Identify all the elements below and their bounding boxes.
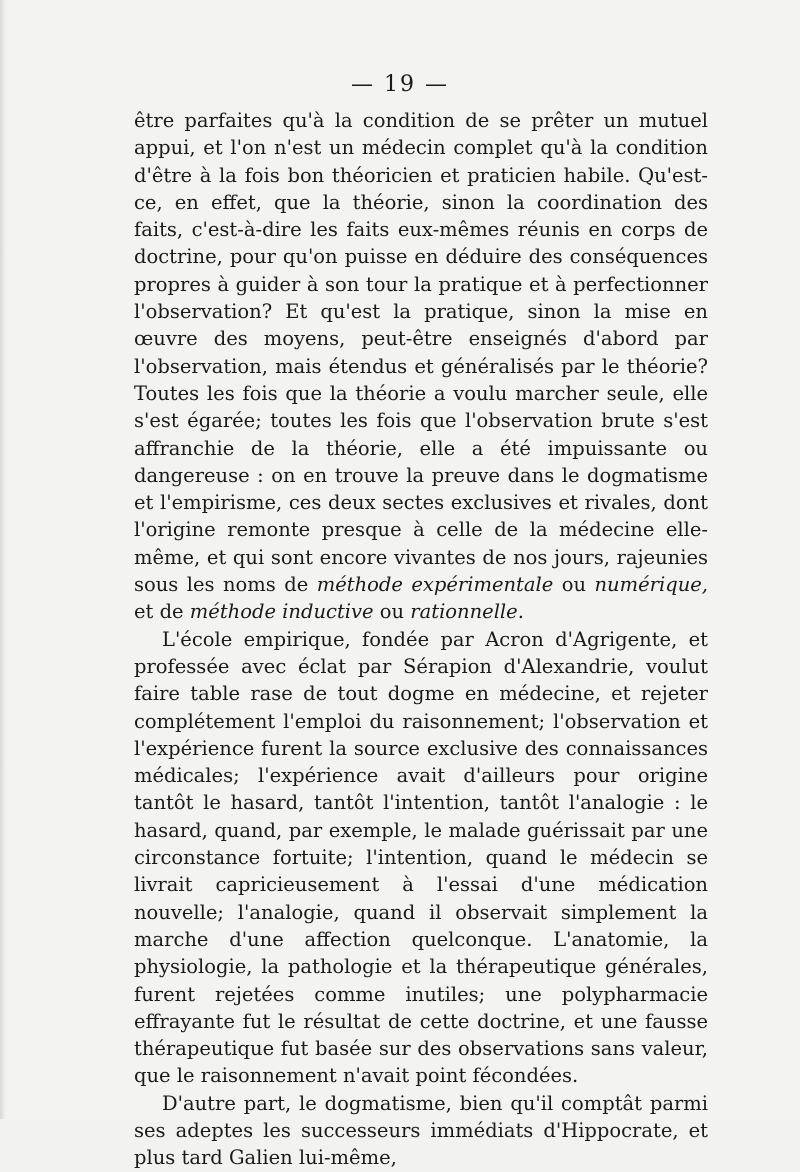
text-run: D'autre part, le dogmatisme, bien qu'il comptât parmi ses adeptes les successeurs immédiats d'Hippocrate, et plus tard Galien lui-même, <box>134 1091 708 1170</box>
text-run: ou <box>553 573 595 597</box>
italic-term: numérique, <box>594 573 708 597</box>
paragraph-2 <box>134 626 708 1090</box>
body-text <box>134 107 708 1172</box>
paragraph-1 <box>134 107 708 626</box>
paragraph-3 <box>134 1090 708 1172</box>
italic-term: méthode inductive <box>189 600 374 624</box>
italic-term: rationnelle. <box>410 600 524 624</box>
text-run: ou <box>373 600 411 624</box>
text-run: être parfaites qu'à la condition de se prêter un mutuel appui, et l'on n'est un médecin complet qu'à la condition d'être à la fois bon théoricien et praticien habile. Qu'est-ce, en effet, que la théorie, sinon la coordination des faits, c'est-à-dire les faits eux-mêmes réunis en corps de doctrine, pour qu'on puisse en déduire des conséquences propres à guider à son tour la pratique et à perfectionner l'observation? Et qu'est la pratique, sinon la mise en œuvre des moyens, peut-être enseignés d'abord par l'observation, mais étendus et généralisés par le théorie? Toutes les fois que la théorie a voulu marcher seule, elle s'est égarée; toutes les fois que l'observation brute s'est affranchie de la théorie, elle a été impuissante ou dangereuse : on en trouve la preuve dans le dogmatisme et l'empirisme, ces deux sectes exclusives et rivales, dont l'origine remonte presque à celle de la médecine elle-même, et qui sont encore vivantes de nos jours, rajeunies sous les noms de <box>134 109 708 597</box>
italic-term: méthode expérimentale <box>316 573 554 597</box>
page-number: — 19 — <box>351 72 449 97</box>
page-edge-shadow <box>0 0 6 1119</box>
text-run: et de <box>134 600 190 624</box>
text-run: L'école empirique, fondée par Acron d'Agrigente, et professée avec éclat par Sérapion d'Alexandrie, voulut faire table rase de tout dogme en médecine, et rejeter complétement l'emploi du raisonnement; l'observation et l'expérience furent la source exclusive des connaissances médicales; l'expérience avait d'ailleurs pour origine tantôt le hasard, tantôt l'intention, tantôt l'analogie : le hasard, quand, par exemple, le malade guérissait par une circonstance fortuite; l'intention, quand le médecin se livrait capricieusement à l'essai d'une médication nouvelle; l'analogie, quand il observait simplement la marche d'une affection quelconque. L'anatomie, la physiologie, la pathologie et la thérapeutique générales, furent rejetées comme inutiles; une polypharmacie effrayante fut le résultat de cette doctrine, et une fausse thérapeutique fut basée sur des observations sans valeur, que le raisonnement n'avait point fécondées. <box>134 627 708 1088</box>
